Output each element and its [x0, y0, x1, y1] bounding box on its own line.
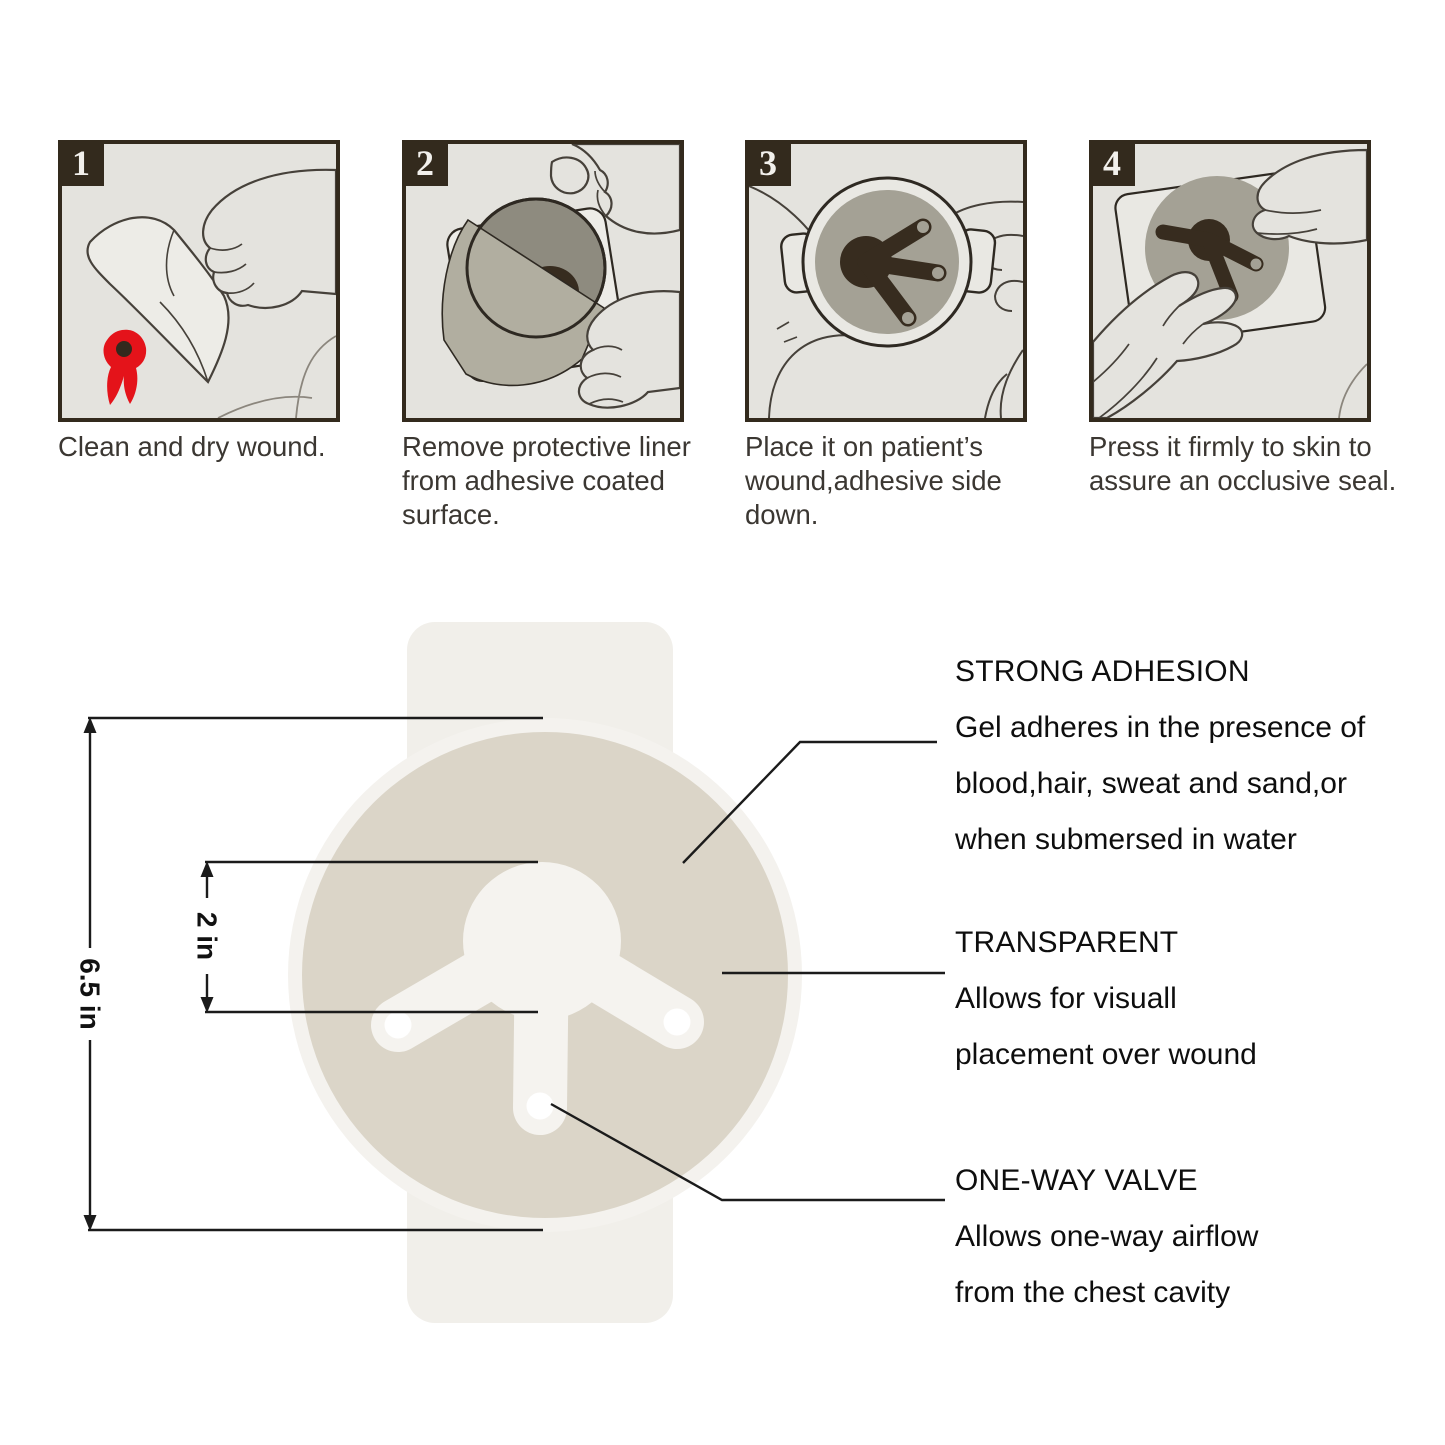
feature-one-way-valve: [955, 1153, 1258, 1321]
feature-line: Allows one-way airflow: [955, 1220, 1259, 1253]
caption-line: surface.: [402, 499, 500, 530]
caption-line: wound,adhesive side: [745, 465, 1002, 496]
feature-line: from the chest cavity: [955, 1276, 1231, 1309]
caption-line: Remove protective liner: [402, 431, 691, 462]
valve-hole-bottom: [527, 1093, 554, 1120]
overall-height-label: 6.5 in: [74, 958, 106, 1030]
feature-line: Gel adheres in the presence of: [955, 711, 1366, 744]
arrow-down-icon: [84, 1215, 97, 1231]
feature-heading: TRANSPARENT: [955, 926, 1179, 959]
arrow-down-icon: [201, 997, 214, 1013]
feature-line: blood,hair, sweat and sand,or: [955, 767, 1347, 800]
caption-line: assure an occlusive seal.: [1089, 465, 1397, 496]
valve-hole-left: [385, 1012, 412, 1039]
caption-line: Clean and dry wound.: [58, 431, 326, 462]
step1-number-badge: 1: [58, 140, 104, 186]
caption-line: Press it firmly to skin to: [1089, 431, 1372, 462]
caption-line: from adhesive coated: [402, 465, 665, 496]
valve-height-label: 2 in: [191, 911, 223, 961]
feature-heading: STRONG ADHESION: [955, 655, 1250, 688]
caption-line: Place it on patient’s: [745, 431, 983, 462]
feature-strong-adhesion: [955, 644, 1365, 868]
feature-line: placement over wound: [955, 1038, 1257, 1071]
valve-hole-right: [664, 1009, 691, 1036]
step3-number-badge: 3: [745, 140, 791, 186]
feature-transparent: [955, 915, 1257, 1083]
feature-line: when submersed in water: [955, 823, 1297, 856]
step4-number-badge: 4: [1089, 140, 1135, 186]
step2-number-badge: 2: [402, 140, 448, 186]
feature-heading: ONE-WAY VALVE: [955, 1164, 1198, 1197]
caption-line: down.: [745, 499, 819, 530]
arrow-up-icon: [84, 717, 97, 733]
feature-line: Allows for visuall: [955, 982, 1177, 1015]
arrow-up-icon: [201, 861, 214, 877]
